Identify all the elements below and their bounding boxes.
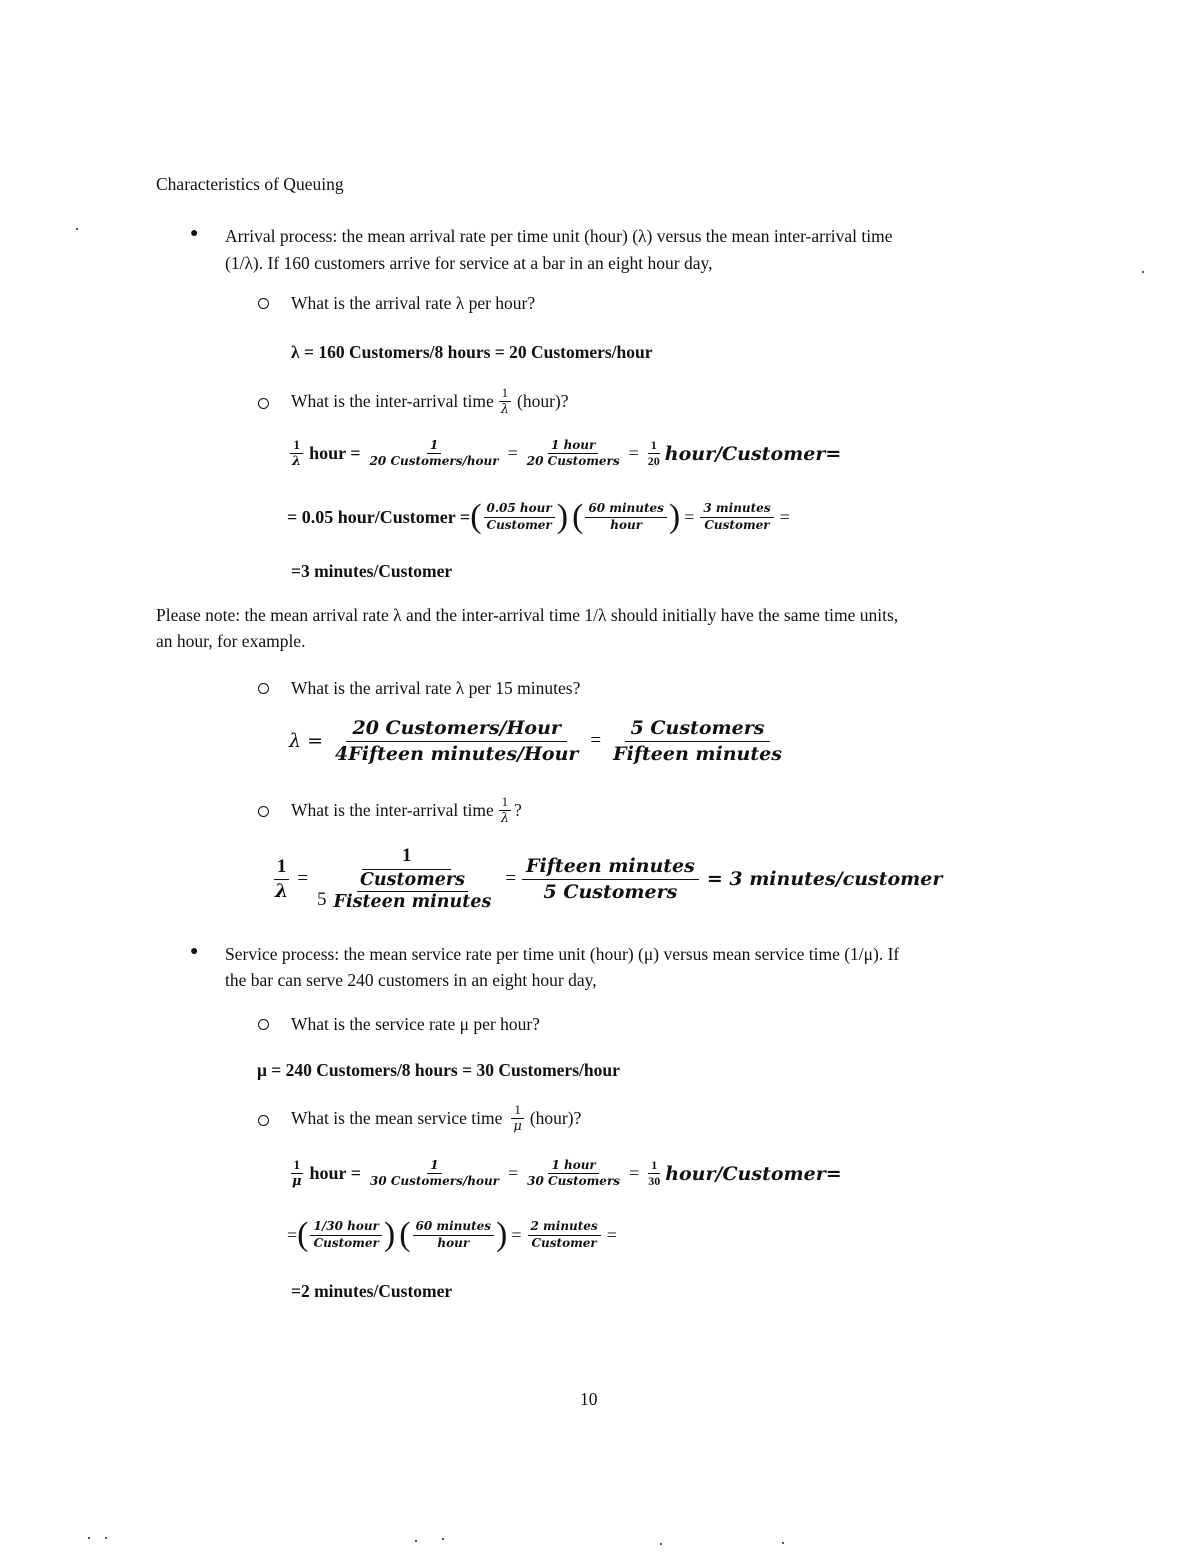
sub-bullet-q1: [258, 298, 269, 309]
fraction-1-over-20-customers-hour: $\frac{1}{\text{20 Customers/hour}}$: [369, 438, 499, 469]
fraction-5-customers-per-fifteen: $\frac{\text{5 Customers}}{\text{Fifteen minutes}}$: [613, 717, 782, 765]
lhs-one-over-mu: $\frac{1}{\mu}$: [292, 1157, 302, 1190]
fraction-fifteen-over-5-customers: $\frac{\text{Fifteen minutes}}{\text{5 Customers}}$: [522, 856, 699, 903]
equation-service-time-1: $\frac{1}{\mu}$ hour = $\frac{1}{\text{30 Customers/hour}}$ = $\frac{\text{1 hour}}{\text{30 Customers}}$ = $\frac{1}{30}$ hour/Customer=: [287, 1158, 842, 1190]
answer-service-time: =2 minutes/Customer: [291, 1281, 453, 1301]
arrival-text-line-2: (1/λ). If 160 customers arrive for service at a bar in an eight hour day,: [225, 253, 713, 273]
equation-rate-15-min: λ = $\frac{\text{20 Customers/Hour}}{\text{4Fifteen minutes/Hour}}$ = $\frac{\text{5 Customers}}{\text{Fifteen minutes}}$: [289, 718, 790, 765]
one-over-lambda: $\frac{1}{\lambda}$: [498, 386, 512, 418]
big-one-over-lambda: $\frac{1}{\lambda}$: [275, 855, 289, 902]
lhs-one-over-lambda: $\frac{1}{\lambda}$: [292, 437, 302, 470]
eq4-lhs: λ =: [289, 730, 324, 753]
question-service-time-unit: (hour)?: [529, 1108, 582, 1129]
section-heading: Characteristics of Queuing: [156, 174, 344, 194]
question-service-time-text: What is the mean service time: [291, 1108, 503, 1129]
answer-inter-arrival: =3 minutes/Customer: [291, 561, 453, 581]
fraction-60-minutes-per-hour: $\frac{\text{60 minutes}}{\text{hour}}$: [585, 502, 667, 531]
question-inter-arrival-15: [291, 795, 522, 827]
fraction-1hour-over-20-customers: $\frac{\text{1 hour}}{\text{20 Customers}}$: [526, 438, 620, 469]
question-mark: ?: [514, 800, 522, 821]
sub-bullet-q5: [258, 1019, 269, 1030]
fraction-1-over-30-customers-hour: $\frac{1}{\text{30 Customers/hour}}$: [369, 1158, 499, 1189]
one-over-lambda-2: $\frac{1}{\lambda}$: [498, 795, 512, 827]
question-inter-arrival: [291, 386, 569, 418]
sub-bullet-q3: [258, 683, 269, 694]
question-inter-arrival-15-text: What is the inter-arrival time: [291, 800, 494, 821]
fraction-2-minutes-per-customer: $\frac{\text{2 minutes}}{\text{Customer}}$: [528, 1220, 601, 1249]
answer-service-rate: μ = 240 Customers/8 hours = 30 Customers/hour: [257, 1060, 620, 1080]
fraction-1-over-5-customers-per-fisteen: 1 5 $\frac{\text{Customers}}{\text{Fisteen minutes}}$: [317, 845, 492, 913]
fraction-1-over-20: $\frac{1}{20}$: [647, 438, 660, 469]
question-inter-arrival-text: What is the inter-arrival time: [291, 391, 494, 412]
scan-speck: [442, 1538, 444, 1540]
scan-speck: [105, 1537, 107, 1539]
answer-arrival-rate: λ = 160 Customers/8 hours = 20 Customers/hour: [291, 342, 653, 362]
note-line-1: Please note: the mean arrival rate λ and the inter-arrival time 1/λ should initially have the same time units,: [156, 605, 899, 625]
lhs-unit-service: hour =: [309, 1163, 361, 1184]
sub-bullet-q6: [258, 1115, 269, 1126]
sub-bullet-q4: [258, 806, 269, 817]
scan-speck: [782, 1542, 784, 1544]
result-unit-service: hour/Customer=: [665, 1162, 842, 1185]
result-3-minutes-customer: = 3 minutes/customer: [706, 868, 943, 891]
scan-speck: [88, 1537, 90, 1539]
equation-inter-arrival-1: $\frac{1}{\lambda}$ hour = $\frac{1}{\text{20 Customers/hour}}$ = $\frac{\text{1 hour}}{\text{20 Customers}}$ = $\frac{1}{20}$ hour/Customer=: [287, 438, 841, 470]
fraction-1-30-hour-per-customer: $\frac{\text{1/30 hour}}{\text{Customer}}$: [310, 1220, 381, 1249]
fraction-1-over-30: $\frac{1}{30}$: [648, 1158, 661, 1189]
scan-speck: [1142, 271, 1144, 273]
question-arrival-rate: What is the arrival rate λ per hour?: [291, 293, 536, 313]
scan-speck: [415, 1540, 417, 1542]
service-text-line-1: Service process: the mean service rate per time unit (hour) (μ) versus mean service time (1/μ). If: [225, 944, 900, 964]
fraction-60-minutes-per-hour-2: $\frac{\text{60 minutes}}{\text{hour}}$: [413, 1220, 495, 1249]
page-number: 10: [580, 1389, 598, 1409]
question-inter-arrival-unit: (hour)?: [517, 391, 569, 412]
result-unit: hour/Customer=: [664, 442, 842, 465]
question-service-time: [291, 1103, 581, 1135]
scan-speck: [660, 1543, 662, 1545]
fraction-20-per-4fifteen: $\frac{\text{20 Customers/Hour}}{\text{4Fifteen minutes/Hour}}$: [335, 717, 579, 765]
fraction-3-minutes-per-customer: $\frac{\text{3 minutes}}{\text{Customer}}$: [700, 502, 773, 531]
one-over-mu: $\frac{1}{\mu}$: [510, 1103, 524, 1135]
fraction-005-hour-per-customer: $\frac{\text{0.05 hour}}{\text{Customer}}$: [484, 502, 555, 531]
arrival-text-line-1: Arrival process: the mean arrival rate per time unit (hour) (λ) versus the mean inter-arrival time: [225, 226, 893, 246]
scan-speck: [76, 228, 78, 230]
eq3-lead: = 0.05 hour/Customer =: [287, 506, 471, 527]
bullet-arrival: ●: [190, 226, 199, 241]
equation-service-time-2: = ( $\frac{\text{1/30 hour}}{\text{Customer}}$ ) ( $\frac{\text{60 minutes}}{\text{hour}}$ ) = $\frac{\text{2 minutes}}{\text{Customer}}$ =: [287, 1216, 617, 1253]
equation-inter-arrival-15: $\frac{1}{\lambda}$ = 1 5 $\frac{\text{Customers}}{\text{Fisteen minutes}}$ = $\frac{\text{Fifteen minutes}}{\text{5 Customers}}$ = 3 minutes/customer: [270, 846, 942, 912]
lhs-unit: hour =: [309, 443, 361, 464]
question-service-rate: What is the service rate μ per hour?: [291, 1014, 540, 1034]
question-rate-15-min: What is the arrival rate λ per 15 minutes?: [291, 678, 581, 698]
fraction-1hour-over-30-customers: $\frac{\text{1 hour}}{\text{30 Customers}}$: [527, 1158, 621, 1189]
note-line-2: an hour, for example.: [156, 631, 306, 651]
equation-inter-arrival-2: = 0.05 hour/Customer = ( $\frac{\text{0.05 hour}}{\text{Customer}}$ ) ( $\frac{\text{60 minutes}}{\text{hour}}$ ) = $\frac{\text{3 minutes}}{\text{Customer}}$ =: [287, 498, 790, 535]
bullet-service: ●: [190, 944, 199, 959]
service-text-line-2: the bar can serve 240 customers in an eight hour day,: [225, 970, 597, 990]
sub-bullet-q2: [258, 398, 269, 409]
